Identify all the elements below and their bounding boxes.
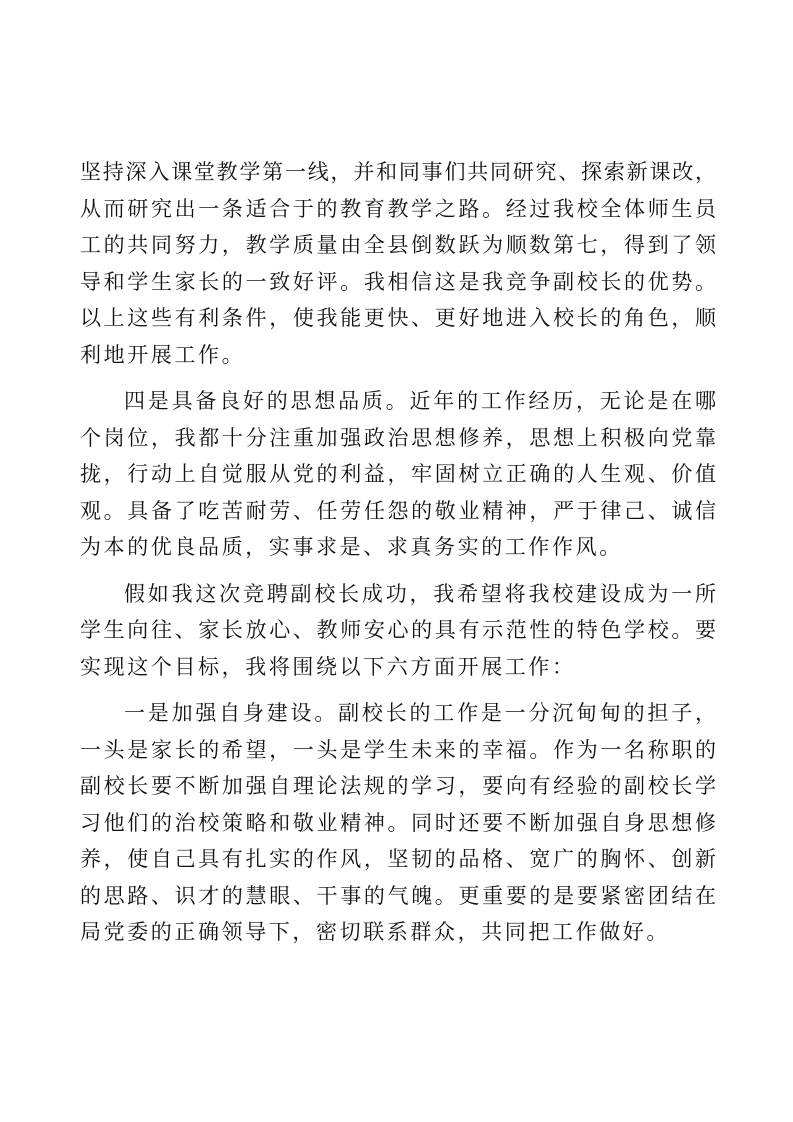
text-line: 实现这个目标，我将围绕以下六方面开展工作： <box>80 654 576 679</box>
text-line: 习他们的治校策略和敬业精神。同时还要不断加强自身思想修 <box>80 810 716 835</box>
paragraph-1 <box>80 154 716 373</box>
text-line: 坚持深入课堂教学第一线，并和同事们共同研究、探索新课改， <box>80 160 716 184</box>
text-line: 个岗位，我都十分注重加强政治思想修养，思想上积极向党靠 <box>80 425 716 450</box>
text-line: 从而研究出一条适合于的教育教学之路。经过我校全体师生员 <box>80 196 716 221</box>
paragraph-3 <box>80 576 716 686</box>
text-line: 一是加强自身建设。副校长的工作是一分沉甸甸的担子， <box>124 701 716 725</box>
text-line: 观。具备了吃苦耐劳、任劳任怨的敬业精神，严于律己、诚信 <box>80 498 716 523</box>
text-line: 学生向往、家长放心、教师安心的具有示范性的特色学校。要 <box>80 618 716 642</box>
text-line: 养，使自己具有扎实的作风，坚韧的品格、宽广的胸怀、创新 <box>80 847 716 871</box>
text-line: 一头是家长的希望，一头是学生未来的幸福。作为一名称职的 <box>80 737 716 762</box>
document-page <box>80 154 716 951</box>
text-line: 四是具备良好的思想品质。近年的工作经历，无论是在哪 <box>124 389 716 413</box>
text-line: 拢，行动上自觉服从党的利益，牢固树立正确的人生观、价值 <box>80 462 716 486</box>
text-line: 为本的优良品质，实事求是、求真务实的工作作风。 <box>80 535 623 559</box>
text-line: 导和学生家长的一致好评。我相信这是我竞争副校长的优势。 <box>80 269 716 294</box>
text-line: 副校长要不断加强自理论法规的学习，要向有经验的副校长学 <box>80 774 716 798</box>
text-line: 局党委的正确领导下，密切联系群众，共同把工作做好。 <box>80 920 670 944</box>
text-line: 以上这些有利条件，使我能更快、更好地进入校长的角色，顺 <box>80 306 716 330</box>
paragraph-2 <box>80 383 716 566</box>
paragraph-4 <box>80 695 716 951</box>
text-line: 利地开展工作。 <box>80 342 246 367</box>
text-line: 的思路、识才的慧眼、干事的气魄。更重要的是要紧密团结在 <box>80 883 716 908</box>
text-line: 工的共同努力，教学质量由全县倒数跃为顺数第七，得到了领 <box>80 233 716 257</box>
text-line: 假如我这次竞聘副校长成功，我希望将我校建设成为一所 <box>124 581 716 606</box>
